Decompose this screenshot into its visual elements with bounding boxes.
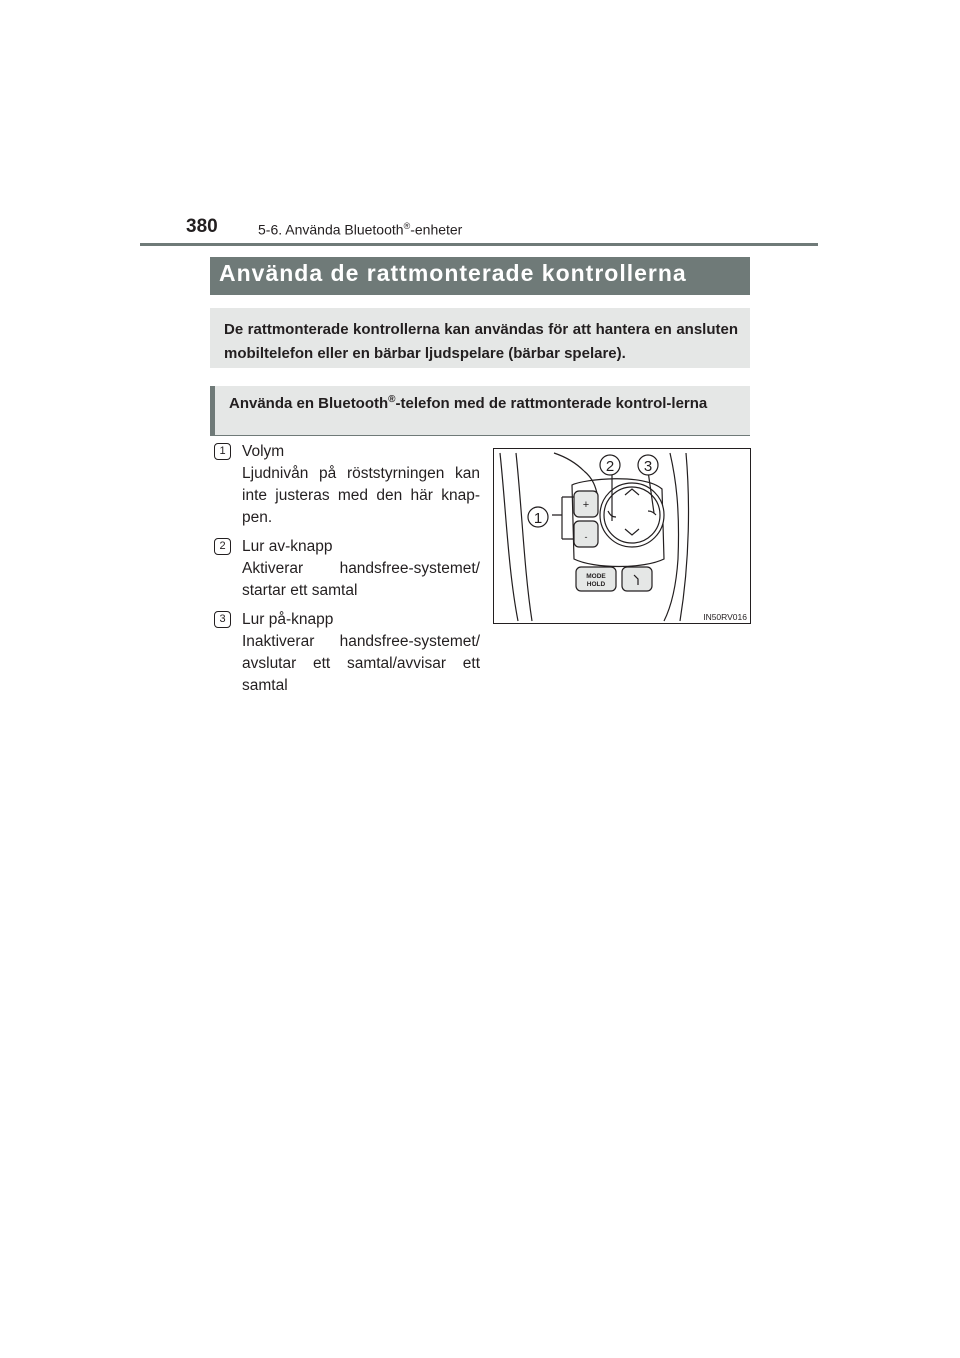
steering-wheel-drawing [494,449,750,623]
hold-button-label: HOLD [586,581,606,588]
subheading: Använda en Bluetooth®-telefon med de rattmonterade kontrol-lerna [210,386,750,436]
mode-button-label: MODE [586,573,606,580]
item-label: Lur på-knapp [242,611,334,628]
item-number: 2 [214,538,231,555]
item-list [214,441,480,704]
item-label: Lur av-knapp [242,538,333,555]
svg-text:+: + [582,499,590,511]
list-item [214,441,480,529]
item-description: Inaktiverar handsfree-systemet/ avslutar ett samtal/avvisar ett samtal [242,633,480,694]
item-label: Volym [242,443,285,460]
page-number: 380 [186,216,218,237]
callout-3: 3 [643,458,653,475]
header-rule [140,243,818,246]
figure-code: IN50RV016 [703,612,747,622]
list-item [214,536,480,602]
page-title: Använda de rattmonterade kontrollerna [210,257,750,295]
item-number: 1 [214,443,231,460]
callout-2: 2 [605,458,615,475]
steering-controls-illustration [493,448,751,624]
svg-text:-: - [584,532,588,542]
section-heading: 5-6. Använda Bluetooth®-enheter [258,221,463,238]
item-number: 3 [214,611,231,628]
item-description: Aktiverar handsfree-systemet/ startar ett samtal [242,560,480,599]
list-item [214,609,480,697]
callout-1: 1 [533,510,543,527]
intro-box: De rattmonterade kontrollerna kan användas för att hantera en ansluten mobiltelefon eller en bärbar ljudspelare (bärbar spelare). [210,308,750,368]
item-description: Ljudnivån på röststyrningen kan inte justeras med den här knap-pen. [242,465,480,526]
